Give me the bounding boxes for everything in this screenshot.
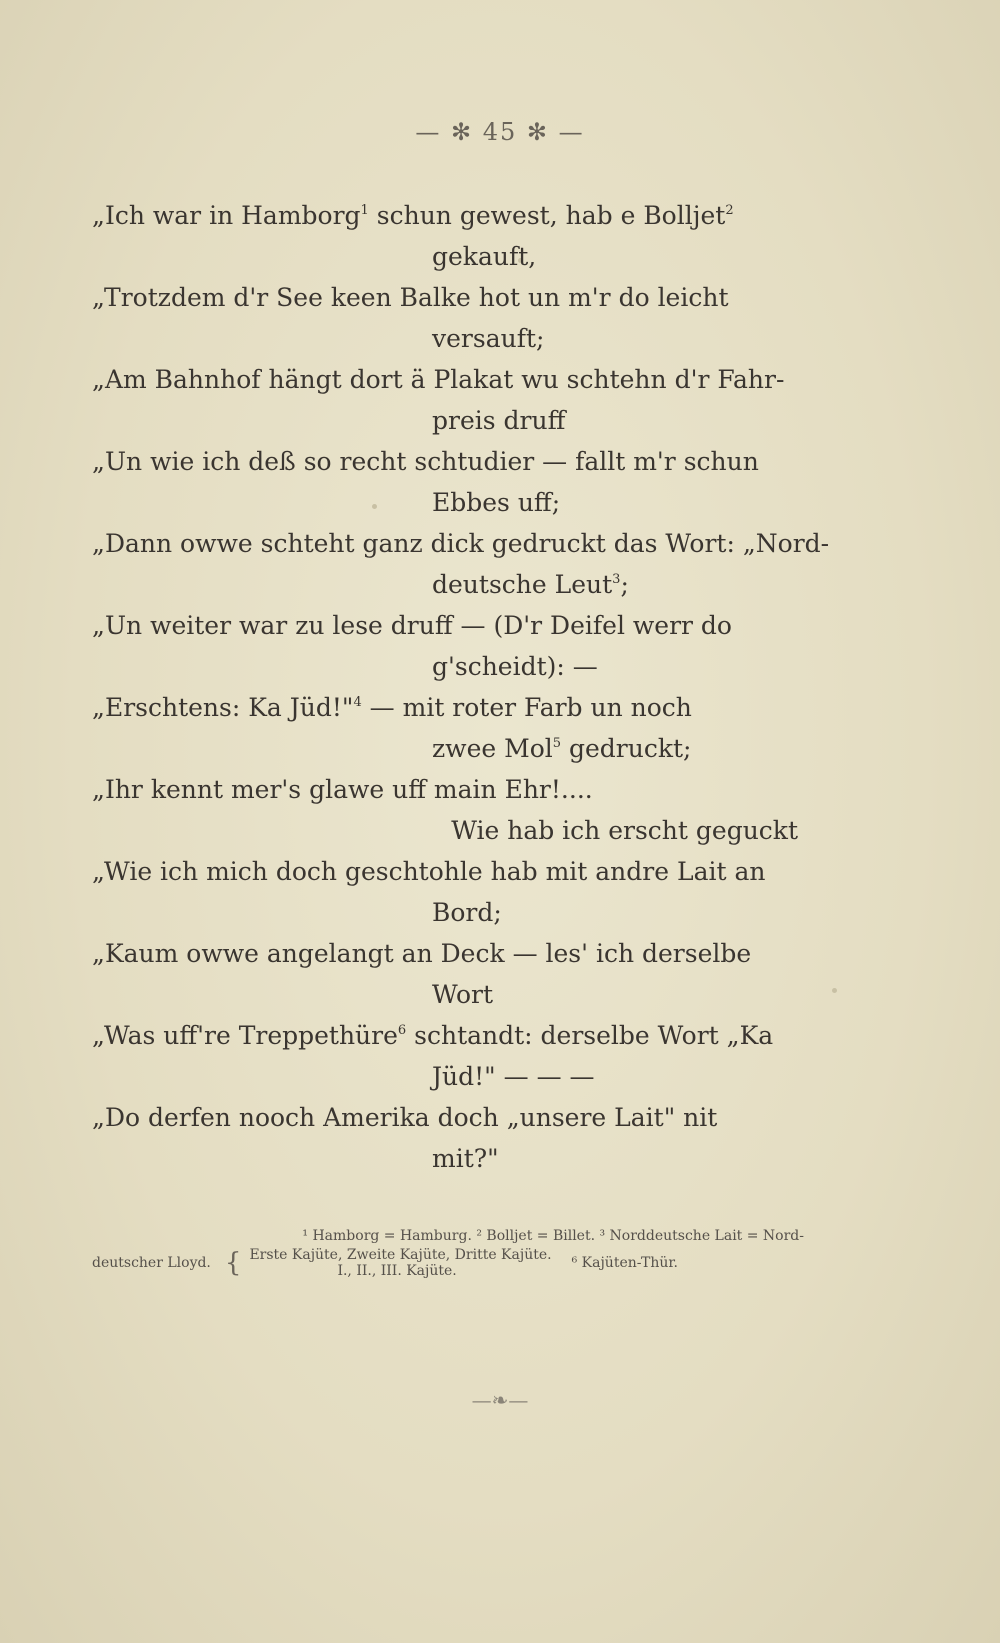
footnote-text: deutscher Lloyd. [92, 1255, 211, 1271]
verse-line: „Erschtens: Ka Jüd!"$^4$ — mit roter Farb un noch [92, 693, 692, 722]
verse-continuation: deutsche Leut$^3$; [432, 570, 629, 599]
footnote-text: Erste Kajüte, Zweite Kajüte, Dritte Kajüte. [249, 1247, 552, 1263]
verse-continuation: Bord; [432, 898, 502, 927]
brace-symbol: { [224, 1248, 242, 1278]
verse-continuation: gekauft, [432, 242, 537, 271]
end-ornament: —❧— [471, 1388, 529, 1412]
verse-line: „Trotzdem d'r See keen Balke hot un m'r do leicht [92, 283, 729, 312]
footnote-line: ¹ Hamborg = Hamburg. ² Bolljet = Billet. ³ Norddeutsche Lait = Nord- [302, 1228, 804, 1244]
verse-continuation: mit?" [432, 1144, 499, 1173]
footnote-line [92, 1247, 804, 1279]
verse-continuation: Wie hab ich erscht geguckt [451, 816, 798, 845]
verse-line: „Do derfen nooch Amerika doch „unsere Lait" nit [92, 1103, 718, 1132]
footnote-text: ⁶ Kajüten-Thür. [571, 1255, 678, 1271]
verse-continuation: Jüd!" — — — [432, 1062, 595, 1091]
verse-continuation: zwee Mol$^5$ gedruckt; [432, 734, 692, 763]
verse-line: „Dann owwe schteht ganz dick gedruckt das Wort: „Nord- [92, 529, 830, 558]
verse-continuation: versauft; [432, 324, 545, 353]
footnote-cabin-classes [249, 1247, 551, 1279]
verse-continuation: Ebbes uff; [432, 488, 561, 517]
verse-continuation: g'scheidt): — [432, 652, 598, 681]
verse-line: „Was uff're Treppethüre$^6$ schtandt: derselbe Wort „Ka [92, 1021, 774, 1050]
paper-speck [832, 988, 837, 993]
verse-line: „Un weiter war zu lese druff — (D'r Deifel werr do [92, 611, 732, 640]
verse-line: „Kaum owwe angelangt an Deck — les' ich derselbe [92, 939, 752, 968]
poem-verses [92, 195, 830, 1179]
verse-line: „Ihr kennt mer's glawe uff main Ehr!.... [92, 775, 593, 804]
verse-continuation: Wort [432, 980, 494, 1009]
page-number: — ✻ 45 ✻ — [415, 118, 585, 146]
verse-line: „Un wie ich deß so recht schtudier — fallt m'r schun [92, 447, 759, 476]
verse-line: „Wie ich mich doch geschtohle hab mit andre Lait an [92, 857, 766, 886]
footnote-text: I., II., III. Kajüte. [337, 1263, 457, 1279]
verse-line: „Ich war in Hamborg$^1$ schun gewest, hab e Bolljet$^2$ [92, 201, 734, 230]
footnotes [92, 1225, 804, 1279]
verse-continuation: preis druff [432, 406, 566, 435]
verse-line: „Am Bahnhof hängt dort ä Plakat wu schtehn d'r Fahr- [92, 365, 785, 394]
